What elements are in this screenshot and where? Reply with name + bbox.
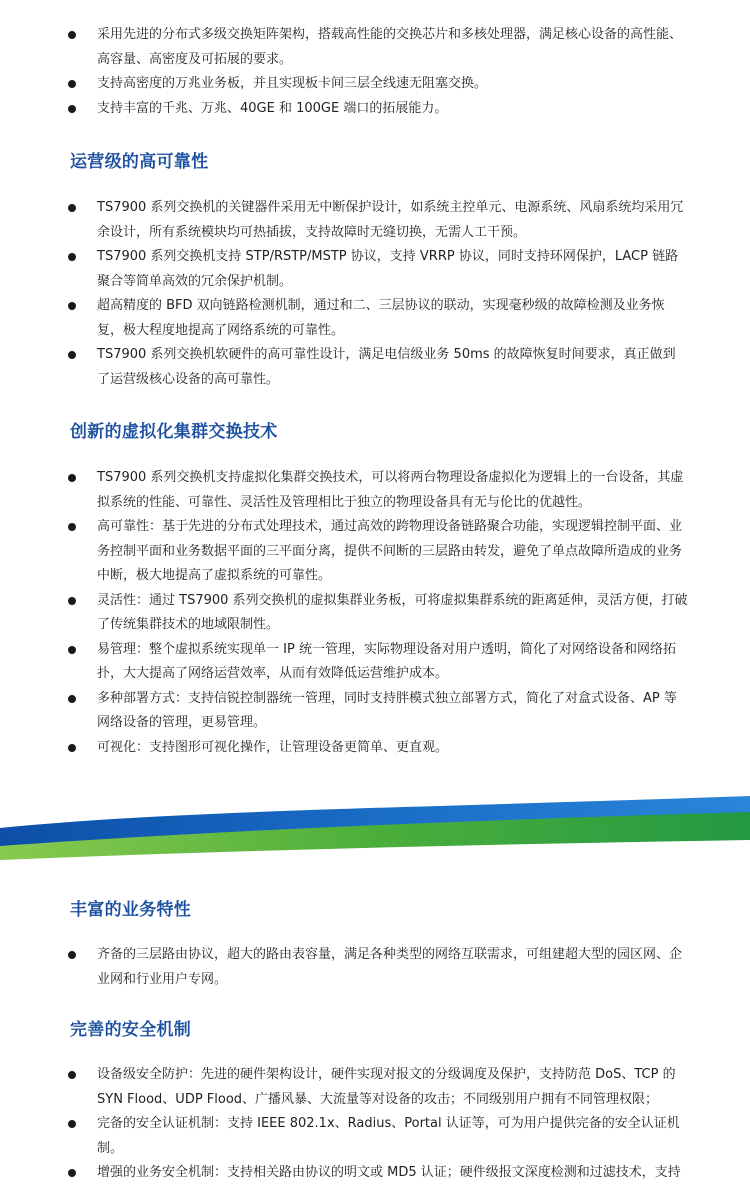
decorative-wave-graphic: [0, 790, 750, 885]
list-item: [0, 589, 750, 638]
list-item-text: 采用先进的分布式多级交换矩阵架构，搭载高性能的交换芯片和多核处理器，满足核心设备的高性能、高容量、高密度及可拓展的要求。: [97, 27, 683, 67]
bullet-dot-icon: [68, 351, 76, 359]
list-item: [0, 1112, 750, 1161]
list-item: [0, 196, 750, 245]
section-title-security: 完善的安全机制: [70, 1020, 192, 1040]
list-item: [0, 1063, 750, 1112]
list-item-text: 易管理：整个虚拟系统实现单一 IP 统一管理，实际物理设备对用户透明，简化了对网络设备和网络拓扑，大大提高了网络运营效率，从而有效降低运营维护成本。: [97, 641, 676, 681]
list-item-text: TS7900 系列交换机的关键器件采用无中断保护设计，如系统主控单元、电源系统、风扇系统均采用冗余设计，所有系统模块均可热插拔，支持故障时无缝切换，无需人工干预。: [97, 200, 684, 240]
list-item: [0, 72, 750, 97]
bullet-dot-icon: [68, 695, 76, 703]
virtualization-list: [0, 466, 750, 760]
bullet-dot-icon: [68, 105, 76, 113]
list-item-text: 增强的业务安全机制：支持相关路由协议的明文或 MD5 认证；硬件级报文深度检测和过滤技术，支持: [97, 1165, 681, 1180]
list-item: [0, 943, 750, 992]
list-item-text: 多种部署方式：支持信锐控制器统一管理，同时支持胖模式独立部署方式，简化了对盒式设备、AP 等网络设备的管理，更易管理。: [97, 690, 677, 730]
feature-list-top: [0, 23, 750, 121]
list-item-text: TS7900 系列交换机支持 STP/RSTP/MSTP 协议，支持 VRRP 协议，同时支持环网保护，LACP 链路聚合等简单高效的冗余保护机制。: [97, 249, 679, 289]
list-item: [0, 343, 750, 392]
bullet-dot-icon: [68, 1169, 76, 1177]
business-features-list: [0, 943, 750, 992]
bullet-dot-icon: [68, 31, 76, 39]
bullet-dot-icon: [68, 646, 76, 654]
list-item: [0, 245, 750, 294]
list-item-text: 超高精度的 BFD 双向链路检测机制，通过和二、三层协议的联动，实现毫秒级的故障检测及业务恢复，极大程度地提高了网络系统的可靠性。: [97, 298, 665, 338]
list-item-text: 可视化：支持图形可视化操作，让管理设备更简单、更直观。: [97, 739, 449, 755]
bullet-dot-icon: [68, 523, 76, 531]
bullet-dot-icon: [68, 951, 76, 959]
list-item-text: 支持高密度的万兆业务板，并且实现板卡间三层全线速无阻塞交换。: [97, 76, 488, 91]
list-item: [0, 23, 750, 72]
security-list: [0, 1063, 750, 1186]
bullet-dot-icon: [68, 80, 76, 88]
list-item: [0, 736, 750, 761]
list-item-text: 齐备的三层路由协议，超大的路由表容量，满足各种类型的网络互联需求，可组建超大型的园区网、企业网和行业用户专网。: [97, 947, 683, 987]
bullet-dot-icon: [68, 474, 76, 482]
section-title-virtualization: 创新的虚拟化集群交换技术: [70, 422, 278, 442]
bullet-dot-icon: [68, 1120, 76, 1128]
list-item: [0, 638, 750, 687]
bullet-dot-icon: [68, 744, 76, 752]
list-item: [0, 687, 750, 736]
list-item-text: 灵活性：通过 TS7900 系列交换机的虚拟集群业务板，可将虚拟集群系统的距离延伸，灵活方便，打破了传统集群技术的地域限制性。: [97, 592, 688, 632]
list-item: [0, 97, 750, 122]
bullet-dot-icon: [68, 204, 76, 212]
list-item-text: 高可靠性：基于先进的分布式处理技术，通过高效的跨物理设备链路聚合功能，实现逻辑控制平面、业务控制平面和业务数据平面的三平面分离，提供不间断的三层路由转发，避免了单点故障所造成的业务中断，极大地提高了虚拟系统的可靠性。: [97, 519, 683, 583]
list-item: [0, 466, 750, 515]
list-item-text: TS7900 系列交换机支持虚拟化集群交换技术，可以将两台物理设备虚拟化为逻辑上的一台设备，其虚拟系统的性能、可靠性、灵活性及管理相比于独立的物理设备具有无与伦比的优越性。: [97, 470, 684, 510]
reliability-list: [0, 196, 750, 392]
bullet-dot-icon: [68, 253, 76, 261]
list-item: [0, 515, 750, 589]
list-item-text: 设备级安全防护：先进的硬件架构设计，硬件实现对报文的分级调度及保护，支持防范 DoS、TCP 的 SYN Flood、UDP Flood、广播风暴、大流量等对设备的攻击；不同级别用户拥有不同管理权限；: [97, 1067, 676, 1107]
list-item-text: TS7900 系列交换机软硬件的高可靠性设计，满足电信级业务 50ms 的故障恢复时间要求，真正做到了运营级核心设备的高可靠性。: [97, 347, 676, 387]
bullet-dot-icon: [68, 1071, 76, 1079]
section-title-business-features: 丰富的业务特性: [70, 900, 192, 920]
bullet-dot-icon: [68, 302, 76, 310]
list-item-text: 支持丰富的千兆、万兆、40GE 和 100GE 端口的拓展能力。: [97, 100, 448, 116]
list-item-text: 完备的安全认证机制：支持 IEEE 802.1x、Radius、Portal 认证等，可为用户提供完备的安全认证机制。: [97, 1116, 680, 1156]
bullet-dot-icon: [68, 597, 76, 605]
list-item: [0, 294, 750, 343]
section-title-reliability: 运营级的高可靠性: [70, 152, 209, 172]
list-item: [0, 1161, 750, 1186]
